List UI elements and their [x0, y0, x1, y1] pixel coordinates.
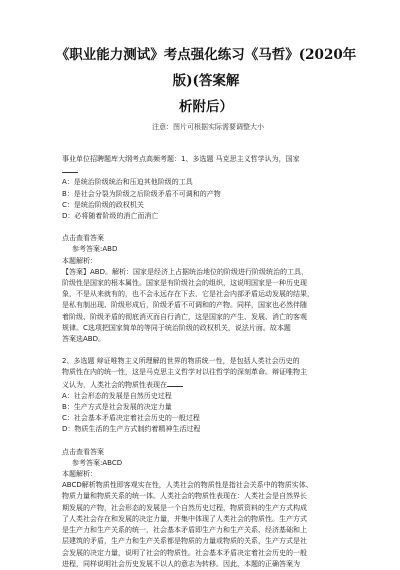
question-2-stem-line: 物质性在内的统一性，这是马克思主义哲学对以往哲学的深刻革命。辩证唯物主 — [62, 368, 307, 377]
question-1-options — [62, 177, 364, 222]
analysis-line: 规律。C选项把国家简单的等同于统治阶级的政权机关，说法片面。故本题 — [62, 323, 291, 332]
analysis-line: 期发展的产物，社会形态的发展是一个自然历史过程，物质资料的生产方式构成 — [62, 503, 307, 512]
reference-answer: 参考答案:ABCD — [72, 458, 123, 467]
question-2-stem-line: 2、多选题 辩证唯物主义所理解的世界的物质统一性，是包括人类社会历史的 — [62, 357, 300, 366]
title-line-1: 《职业能力测试》考点强化练习《马哲》(2020年版)(答案解 — [55, 47, 357, 89]
analysis-line: 层建筑的矛盾，生产力和生产关系都是物质的力量或物质的关系，生产方式是社 — [62, 537, 307, 546]
view-answer-link[interactable]: 点击查看答案 — [62, 234, 104, 243]
document-body — [62, 154, 364, 570]
title-line-2: 析附后） — [179, 99, 233, 115]
image-note: 注意：图片可根据实际需要调整大小 — [152, 123, 264, 131]
view-answer-link[interactable]: 点击查看答案 — [62, 447, 104, 456]
analysis-label: 本题解析： — [62, 470, 97, 479]
option-d: D：物质生活的生产方式制约着精神生活过程 — [62, 425, 201, 434]
analysis-line: 是生产力和生产关系的统一，社会基本矛盾即生产力和生产关系、经济基础和上 — [62, 526, 307, 535]
option-b: B：生产方式是社会发展的决定力量 — [62, 403, 172, 412]
document-title — [48, 0, 364, 120]
analysis-text — [62, 267, 364, 345]
analysis-line: 是私有制出现、阶级形成后，阶级矛盾不可调和的产物。同样，国家也必然伴随 — [62, 301, 307, 310]
analysis-line: 答案选ABD。 — [62, 335, 105, 344]
analysis-line: 阶级性是国家的根本属性。国家是有阶级社会的组织，这说明国家是一种历史现 — [62, 279, 307, 288]
reference-answer: 参考答案:ABD — [72, 245, 118, 254]
option-c: C：社会基本矛盾决定着社会历史的一般过程 — [62, 414, 200, 423]
stem-text: 义认为，人类社会的物质性表现在 — [62, 380, 167, 389]
analysis-line: 物质力量和物质关系的统一体。人类社会的物质性表现在：人类社会是自然界长 — [62, 492, 307, 501]
analysis-line: 了人类社会存在和发展的决定力量，并集中体现了人类社会的物质性。生产方式 — [62, 514, 307, 523]
analysis-line: ABCD解析物质性即客观实在性，人类社会的物质性是指社会关系中的物质实体、 — [62, 481, 313, 490]
answer-blank — [167, 379, 183, 387]
analysis-line: 象，不是从来就有的，也不会永远存在下去，它是社会内部矛盾运动发展的结果， — [62, 290, 314, 299]
option-c: C：是统治阶级的政权机关 — [62, 200, 144, 209]
analysis-line: 【答案】ABD。解析：国家是经济上占据统治地位的阶级进行阶级统治的工具， — [62, 267, 308, 276]
option-a: A：社会形态的发展是自然历史过程 — [62, 391, 172, 400]
analysis-line: 进程，同样说明社会历史发展不以人的意志为转移。因此，本题的正确答案为 — [62, 559, 300, 568]
option-b: B：是社会分裂为阶级之后阶级矛盾不可调和的产物 — [62, 189, 221, 198]
analysis-line: 着阶级、阶级矛盾的彻底消灭而自行消亡，这是国家的产生、发展、消亡的客观 — [62, 312, 307, 321]
question-2-stem-line — [62, 379, 364, 391]
answer-blank — [62, 165, 78, 173]
question-2-options — [62, 391, 364, 436]
question-2 — [62, 356, 364, 570]
analysis-label: 本题解析： — [62, 256, 97, 265]
analysis-text — [62, 480, 364, 570]
option-d: D：必将随着阶级的消亡而消亡 — [62, 212, 159, 221]
question-1 — [62, 154, 364, 345]
question-1-stem: 事业单位招聘题库大纲考点高频考题：1、多选题 马克思主义哲学认为，国家 — [62, 155, 300, 163]
option-a: A：是统治阶级统治和压迫其他阶级的工具 — [62, 178, 193, 187]
analysis-line: 会发展的决定力量，说明了社会的物质性。社会基本矛盾决定着社会历史的一般 — [62, 548, 307, 557]
question-1-blank-line — [62, 165, 364, 177]
